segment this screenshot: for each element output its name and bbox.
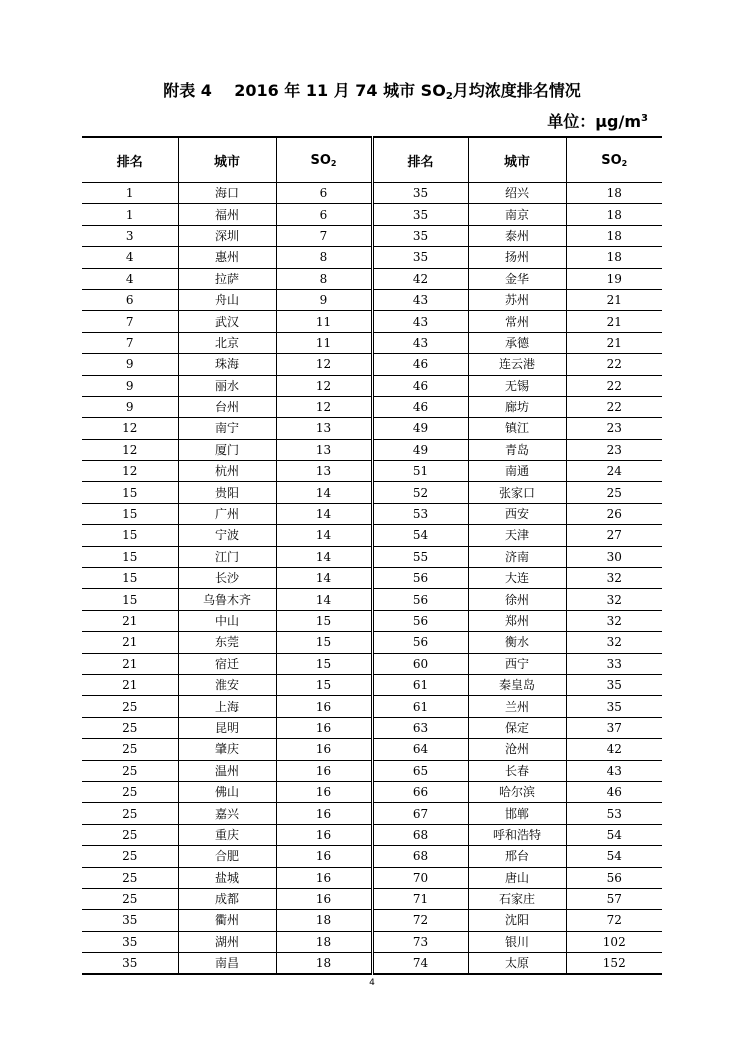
cell-rank-right: 65 <box>372 760 468 781</box>
cell-city-right: 长春 <box>468 760 566 781</box>
cell-so2-right: 53 <box>566 803 662 824</box>
cell-so2-left: 12 <box>276 375 372 396</box>
unit-label <box>547 109 648 132</box>
cell-rank-right: 35 <box>372 247 468 268</box>
cell-rank-right: 42 <box>372 268 468 289</box>
table-row <box>82 653 662 674</box>
cell-so2-left: 13 <box>276 461 372 482</box>
cell-rank-left: 15 <box>82 589 178 610</box>
table-title-main: 2016 年 11 月 74 城市 SO <box>234 81 446 100</box>
table-row <box>82 610 662 631</box>
cell-so2-left: 7 <box>276 225 372 246</box>
cell-so2-left: 14 <box>276 525 372 546</box>
cell-so2-left: 16 <box>276 824 372 845</box>
cell-city-left: 拉萨 <box>178 268 276 289</box>
cell-so2-right: 102 <box>566 931 662 952</box>
cell-rank-right: 51 <box>372 461 468 482</box>
cell-so2-right: 37 <box>566 717 662 738</box>
cell-city-right: 南京 <box>468 204 566 225</box>
cell-city-left: 贵阳 <box>178 482 276 503</box>
cell-rank-left: 12 <box>82 418 178 439</box>
table-title-suffix: 月均浓度排名情况 <box>452 81 581 100</box>
cell-so2-left: 6 <box>276 204 372 225</box>
cell-rank-right: 43 <box>372 289 468 310</box>
table-row <box>82 781 662 802</box>
cell-so2-right: 57 <box>566 888 662 909</box>
cell-so2-right: 56 <box>566 867 662 888</box>
cell-so2-left: 16 <box>276 696 372 717</box>
cell-so2-left: 13 <box>276 439 372 460</box>
cell-city-left: 惠州 <box>178 247 276 268</box>
cell-rank-left: 12 <box>82 461 178 482</box>
cell-rank-left: 15 <box>82 503 178 524</box>
cell-rank-left: 25 <box>82 888 178 909</box>
header-so2-right-sub: 2 <box>621 158 628 168</box>
cell-city-left: 丽水 <box>178 375 276 396</box>
cell-rank-right: 60 <box>372 653 468 674</box>
header-so2-left <box>276 137 372 183</box>
cell-so2-right: 30 <box>566 546 662 567</box>
cell-so2-right: 54 <box>566 824 662 845</box>
cell-so2-left: 15 <box>276 674 372 695</box>
cell-so2-right: 32 <box>566 610 662 631</box>
cell-rank-left: 9 <box>82 354 178 375</box>
cell-city-right: 无锡 <box>468 375 566 396</box>
cell-so2-right: 32 <box>566 568 662 589</box>
cell-rank-left: 7 <box>82 332 178 353</box>
cell-rank-left: 25 <box>82 846 178 867</box>
table-row <box>82 225 662 246</box>
cell-city-left: 乌鲁木齐 <box>178 589 276 610</box>
cell-city-right: 石家庄 <box>468 888 566 909</box>
header-city-right: 城市 <box>468 137 566 183</box>
cell-rank-left: 3 <box>82 225 178 246</box>
cell-rank-left: 25 <box>82 739 178 760</box>
cell-city-right: 保定 <box>468 717 566 738</box>
cell-city-left: 海口 <box>178 183 276 204</box>
cell-so2-right: 22 <box>566 396 662 417</box>
cell-so2-left: 16 <box>276 846 372 867</box>
cell-so2-right: 22 <box>566 354 662 375</box>
cell-city-right: 郑州 <box>468 610 566 631</box>
table-row <box>82 503 662 524</box>
cell-rank-left: 25 <box>82 717 178 738</box>
cell-city-right: 唐山 <box>468 867 566 888</box>
table-row <box>82 803 662 824</box>
cell-rank-left: 25 <box>82 781 178 802</box>
cell-rank-right: 56 <box>372 632 468 653</box>
cell-rank-left: 4 <box>82 247 178 268</box>
cell-so2-left: 16 <box>276 803 372 824</box>
cell-so2-left: 9 <box>276 289 372 310</box>
cell-rank-left: 1 <box>82 204 178 225</box>
cell-so2-right: 18 <box>566 204 662 225</box>
cell-rank-right: 46 <box>372 396 468 417</box>
cell-city-right: 张家口 <box>468 482 566 503</box>
cell-city-right: 扬州 <box>468 247 566 268</box>
cell-rank-left: 35 <box>82 931 178 952</box>
cell-rank-right: 61 <box>372 696 468 717</box>
table-title <box>0 78 744 102</box>
cell-rank-right: 73 <box>372 931 468 952</box>
cell-rank-left: 35 <box>82 953 178 975</box>
cell-rank-right: 70 <box>372 867 468 888</box>
cell-so2-right: 18 <box>566 247 662 268</box>
cell-so2-left: 14 <box>276 546 372 567</box>
table-row <box>82 568 662 589</box>
cell-city-left: 江门 <box>178 546 276 567</box>
cell-so2-left: 18 <box>276 931 372 952</box>
cell-rank-right: 35 <box>372 204 468 225</box>
cell-city-left: 中山 <box>178 610 276 631</box>
table-row <box>82 824 662 845</box>
table-row <box>82 888 662 909</box>
cell-city-right: 绍兴 <box>468 183 566 204</box>
cell-so2-left: 13 <box>276 418 372 439</box>
cell-so2-left: 8 <box>276 247 372 268</box>
table-body <box>82 183 662 975</box>
cell-rank-right: 35 <box>372 183 468 204</box>
unit-text: 单位：μg/m <box>547 112 642 131</box>
cell-so2-left: 14 <box>276 568 372 589</box>
cell-so2-left: 11 <box>276 332 372 353</box>
cell-so2-right: 33 <box>566 653 662 674</box>
cell-rank-right: 67 <box>372 803 468 824</box>
unit-superscript: 3 <box>641 113 648 124</box>
cell-city-right: 连云港 <box>468 354 566 375</box>
cell-rank-right: 63 <box>372 717 468 738</box>
cell-city-left: 杭州 <box>178 461 276 482</box>
cell-so2-left: 16 <box>276 888 372 909</box>
cell-so2-left: 16 <box>276 867 372 888</box>
cell-so2-right: 26 <box>566 503 662 524</box>
cell-rank-right: 68 <box>372 846 468 867</box>
cell-rank-left: 6 <box>82 289 178 310</box>
cell-so2-left: 14 <box>276 482 372 503</box>
table-row <box>82 846 662 867</box>
cell-city-left: 长沙 <box>178 568 276 589</box>
cell-city-right: 西宁 <box>468 653 566 674</box>
header-so2-left-text: SO <box>310 152 331 168</box>
table-row <box>82 867 662 888</box>
table-row <box>82 183 662 204</box>
table-row <box>82 739 662 760</box>
header-so2-left-sub: 2 <box>330 158 337 168</box>
cell-city-left: 深圳 <box>178 225 276 246</box>
cell-rank-right: 74 <box>372 953 468 975</box>
cell-city-right: 廊坊 <box>468 396 566 417</box>
cell-rank-right: 46 <box>372 375 468 396</box>
cell-city-right: 泰州 <box>468 225 566 246</box>
cell-city-left: 南昌 <box>178 953 276 975</box>
cell-city-left: 重庆 <box>178 824 276 845</box>
cell-rank-left: 35 <box>82 910 178 931</box>
cell-city-right: 苏州 <box>468 289 566 310</box>
cell-so2-left: 16 <box>276 781 372 802</box>
cell-so2-right: 18 <box>566 225 662 246</box>
table-row <box>82 760 662 781</box>
cell-city-left: 昆明 <box>178 717 276 738</box>
cell-city-left: 宁波 <box>178 525 276 546</box>
cell-rank-right: 56 <box>372 589 468 610</box>
cell-rank-right: 46 <box>372 354 468 375</box>
table-row <box>82 247 662 268</box>
cell-city-left: 淮安 <box>178 674 276 695</box>
cell-so2-right: 32 <box>566 632 662 653</box>
cell-so2-left: 18 <box>276 910 372 931</box>
header-rank-left: 排名 <box>82 137 178 183</box>
cell-city-right: 太原 <box>468 953 566 975</box>
cell-so2-right: 46 <box>566 781 662 802</box>
cell-rank-right: 64 <box>372 739 468 760</box>
cell-city-left: 上海 <box>178 696 276 717</box>
cell-city-left: 佛山 <box>178 781 276 802</box>
cell-city-left: 湖州 <box>178 931 276 952</box>
cell-so2-right: 23 <box>566 439 662 460</box>
cell-city-left: 福州 <box>178 204 276 225</box>
table-row <box>82 525 662 546</box>
table-row <box>82 268 662 289</box>
table-row <box>82 439 662 460</box>
table-title-subscript: 2 <box>445 91 453 102</box>
cell-so2-left: 11 <box>276 311 372 332</box>
cell-so2-right: 21 <box>566 311 662 332</box>
table-row <box>82 396 662 417</box>
cell-rank-right: 55 <box>372 546 468 567</box>
cell-city-left: 盐城 <box>178 867 276 888</box>
cell-so2-right: 25 <box>566 482 662 503</box>
cell-city-left: 舟山 <box>178 289 276 310</box>
header-rank-right: 排名 <box>372 137 468 183</box>
cell-city-left: 珠海 <box>178 354 276 375</box>
cell-rank-right: 43 <box>372 311 468 332</box>
cell-so2-left: 12 <box>276 396 372 417</box>
cell-so2-right: 54 <box>566 846 662 867</box>
table-row <box>82 289 662 310</box>
cell-city-right: 兰州 <box>468 696 566 717</box>
cell-so2-left: 15 <box>276 610 372 631</box>
cell-rank-right: 56 <box>372 568 468 589</box>
cell-so2-left: 18 <box>276 953 372 975</box>
table-row <box>82 311 662 332</box>
cell-city-left: 武汉 <box>178 311 276 332</box>
cell-so2-left: 16 <box>276 717 372 738</box>
cell-rank-left: 21 <box>82 674 178 695</box>
cell-city-right: 金华 <box>468 268 566 289</box>
cell-rank-right: 72 <box>372 910 468 931</box>
cell-rank-left: 25 <box>82 867 178 888</box>
cell-rank-right: 56 <box>372 610 468 631</box>
cell-city-right: 徐州 <box>468 589 566 610</box>
cell-rank-left: 9 <box>82 396 178 417</box>
table-row <box>82 717 662 738</box>
cell-rank-left: 21 <box>82 610 178 631</box>
cell-so2-right: 21 <box>566 332 662 353</box>
cell-so2-left: 16 <box>276 760 372 781</box>
cell-city-right: 天津 <box>468 525 566 546</box>
cell-city-right: 秦皇岛 <box>468 674 566 695</box>
cell-city-left: 成都 <box>178 888 276 909</box>
cell-city-left: 衢州 <box>178 910 276 931</box>
cell-city-left: 北京 <box>178 332 276 353</box>
cell-so2-right: 35 <box>566 674 662 695</box>
cell-city-right: 哈尔滨 <box>468 781 566 802</box>
cell-rank-left: 7 <box>82 311 178 332</box>
cell-rank-left: 15 <box>82 525 178 546</box>
cell-city-right: 呼和浩特 <box>468 824 566 845</box>
cell-rank-right: 53 <box>372 503 468 524</box>
cell-so2-right: 19 <box>566 268 662 289</box>
cell-rank-right: 43 <box>372 332 468 353</box>
cell-city-right: 银川 <box>468 931 566 952</box>
cell-rank-right: 66 <box>372 781 468 802</box>
cell-rank-left: 15 <box>82 568 178 589</box>
cell-city-right: 常州 <box>468 311 566 332</box>
table-row <box>82 931 662 952</box>
so2-ranking-table <box>82 136 662 975</box>
cell-so2-right: 35 <box>566 696 662 717</box>
cell-so2-left: 6 <box>276 183 372 204</box>
cell-rank-right: 71 <box>372 888 468 909</box>
cell-rank-right: 49 <box>372 418 468 439</box>
cell-so2-left: 12 <box>276 354 372 375</box>
cell-so2-right: 27 <box>566 525 662 546</box>
table-title-prefix: 附表 4 <box>163 81 212 100</box>
cell-city-left: 合肥 <box>178 846 276 867</box>
cell-rank-right: 54 <box>372 525 468 546</box>
table-row <box>82 910 662 931</box>
cell-city-right: 衡水 <box>468 632 566 653</box>
page-number: 4 <box>369 978 375 988</box>
table-row <box>82 953 662 975</box>
table-row <box>82 375 662 396</box>
cell-city-right: 沧州 <box>468 739 566 760</box>
cell-so2-right: 72 <box>566 910 662 931</box>
cell-rank-left: 12 <box>82 439 178 460</box>
cell-so2-right: 23 <box>566 418 662 439</box>
cell-so2-left: 15 <box>276 632 372 653</box>
cell-so2-right: 32 <box>566 589 662 610</box>
cell-so2-left: 14 <box>276 503 372 524</box>
cell-city-right: 南通 <box>468 461 566 482</box>
cell-so2-right: 43 <box>566 760 662 781</box>
cell-city-left: 嘉兴 <box>178 803 276 824</box>
table-row <box>82 696 662 717</box>
cell-city-left: 南宁 <box>178 418 276 439</box>
cell-rank-left: 21 <box>82 653 178 674</box>
cell-rank-right: 35 <box>372 225 468 246</box>
table-row <box>82 674 662 695</box>
cell-so2-right: 22 <box>566 375 662 396</box>
cell-city-right: 镇江 <box>468 418 566 439</box>
table-row <box>82 589 662 610</box>
cell-so2-right: 152 <box>566 953 662 975</box>
cell-so2-left: 15 <box>276 653 372 674</box>
cell-city-left: 台州 <box>178 396 276 417</box>
cell-city-right: 济南 <box>468 546 566 567</box>
table-row <box>82 632 662 653</box>
table-row <box>82 418 662 439</box>
table-row <box>82 546 662 567</box>
cell-so2-right: 18 <box>566 183 662 204</box>
table-row <box>82 204 662 225</box>
table-header-row <box>82 137 662 183</box>
cell-city-right: 青岛 <box>468 439 566 460</box>
cell-so2-left: 8 <box>276 268 372 289</box>
cell-city-left: 东莞 <box>178 632 276 653</box>
cell-city-right: 邢台 <box>468 846 566 867</box>
cell-city-right: 邯郸 <box>468 803 566 824</box>
cell-rank-left: 9 <box>82 375 178 396</box>
cell-city-right: 沈阳 <box>468 910 566 931</box>
cell-city-right: 大连 <box>468 568 566 589</box>
table-row <box>82 461 662 482</box>
cell-city-right: 承德 <box>468 332 566 353</box>
cell-rank-left: 15 <box>82 546 178 567</box>
cell-rank-right: 61 <box>372 674 468 695</box>
cell-so2-right: 24 <box>566 461 662 482</box>
header-so2-right-text: SO <box>601 152 622 168</box>
cell-rank-right: 52 <box>372 482 468 503</box>
cell-city-left: 厦门 <box>178 439 276 460</box>
cell-so2-right: 21 <box>566 289 662 310</box>
cell-city-left: 肇庆 <box>178 739 276 760</box>
header-so2-right <box>566 137 662 183</box>
cell-rank-right: 68 <box>372 824 468 845</box>
cell-rank-left: 25 <box>82 824 178 845</box>
cell-rank-left: 4 <box>82 268 178 289</box>
cell-city-left: 广州 <box>178 503 276 524</box>
table-row <box>82 482 662 503</box>
cell-rank-left: 25 <box>82 803 178 824</box>
cell-rank-left: 15 <box>82 482 178 503</box>
cell-so2-right: 42 <box>566 739 662 760</box>
cell-city-right: 西安 <box>468 503 566 524</box>
table-row <box>82 332 662 353</box>
cell-rank-left: 25 <box>82 760 178 781</box>
cell-city-left: 温州 <box>178 760 276 781</box>
cell-rank-left: 25 <box>82 696 178 717</box>
cell-so2-left: 14 <box>276 589 372 610</box>
table-row <box>82 354 662 375</box>
cell-so2-left: 16 <box>276 739 372 760</box>
header-city-left: 城市 <box>178 137 276 183</box>
cell-rank-left: 1 <box>82 183 178 204</box>
cell-rank-left: 21 <box>82 632 178 653</box>
cell-rank-right: 49 <box>372 439 468 460</box>
cell-city-left: 宿迁 <box>178 653 276 674</box>
